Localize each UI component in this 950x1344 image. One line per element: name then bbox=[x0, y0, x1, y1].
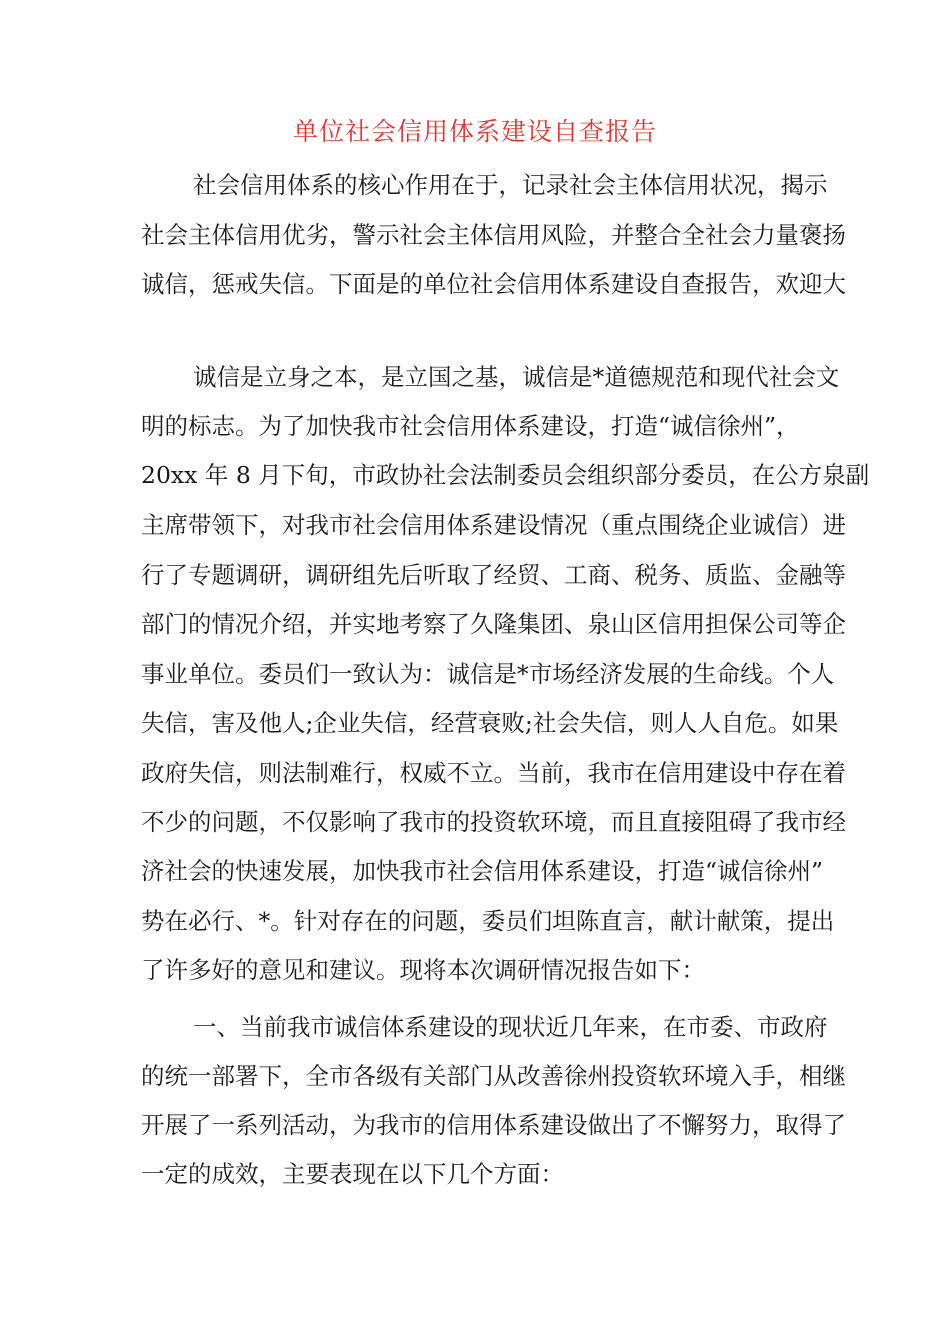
paragraph-line: 了许多好的意见和建议。现将本次调研情况报告如下： bbox=[141, 956, 705, 984]
paragraph-line: 政府失信，则法制难行，权威不立。当前，我市在信用建设中存在着 bbox=[141, 759, 846, 787]
paragraph-line: 济社会的快速发展，加快我市社会信用体系建设，打造“诚信徐州” bbox=[141, 857, 824, 885]
paragraph-line: 主席带领下，对我市社会信用体系建设情况（重点围绕企业诚信）进 bbox=[141, 511, 846, 539]
paragraph-line: 一、当前我市诚信体系建设的现状近几年来，在市委、市政府 bbox=[193, 1013, 828, 1041]
paragraph-line: 诚信，惩戒失信。下面是的单位社会信用体系建设自查报告，欢迎大 bbox=[141, 270, 846, 298]
paragraph-line: 行了专题调研，调研组先后听取了经贸、工商、税务、质监、金融等 bbox=[141, 561, 846, 589]
paragraph-line: 明的标志。为了加快我市社会信用体系建设，打造“诚信徐州”， bbox=[141, 412, 800, 440]
paragraph-line: 的统一部署下，全市各级有关部门从改善徐州投资软环境入手，相继 bbox=[141, 1062, 846, 1090]
document-title: 单位社会信用体系建设自查报告 bbox=[292, 117, 657, 146]
paragraph-line: 失信，害及他人;企业失信，经营衰败;社会失信，则人人自危。如果 bbox=[141, 709, 839, 737]
paragraph-line: 社会信用体系的核心作用在于，记录社会主体信用状况，揭示 bbox=[193, 171, 828, 199]
paragraph-line: 事业单位。委员们一致认为：诚信是*市场经济发展的生命线。个人 bbox=[141, 660, 835, 688]
paragraph-line: 势在必行、*。针对存在的问题，委员们坦陈直言，献计献策，提出 bbox=[141, 907, 835, 935]
paragraph-line: 社会主体信用优劣，警示社会主体信用风险，并整合全社会力量褒扬 bbox=[141, 221, 846, 249]
paragraph-line: 部门的情况介绍，并实地考察了久隆集团、泉山区信用担保公司等企 bbox=[141, 610, 846, 638]
paragraph-line: 20xx 年 8 月下旬，市政协社会法制委员会组织部分委员，在公方泉副 bbox=[141, 461, 870, 489]
paragraph-line: 诚信是立身之本，是立国之基，诚信是*道德规范和现代社会文 bbox=[193, 363, 840, 391]
paragraph-line: 不少的问题，不仅影响了我市的投资软环境，而且直接阻碍了我市经 bbox=[141, 808, 846, 836]
paragraph-line: 开展了一系列活动，为我市的信用体系建设做出了不懈努力，取得了 bbox=[141, 1111, 846, 1139]
paragraph-line: 一定的成效，主要表现在以下几个方面： bbox=[141, 1160, 564, 1188]
